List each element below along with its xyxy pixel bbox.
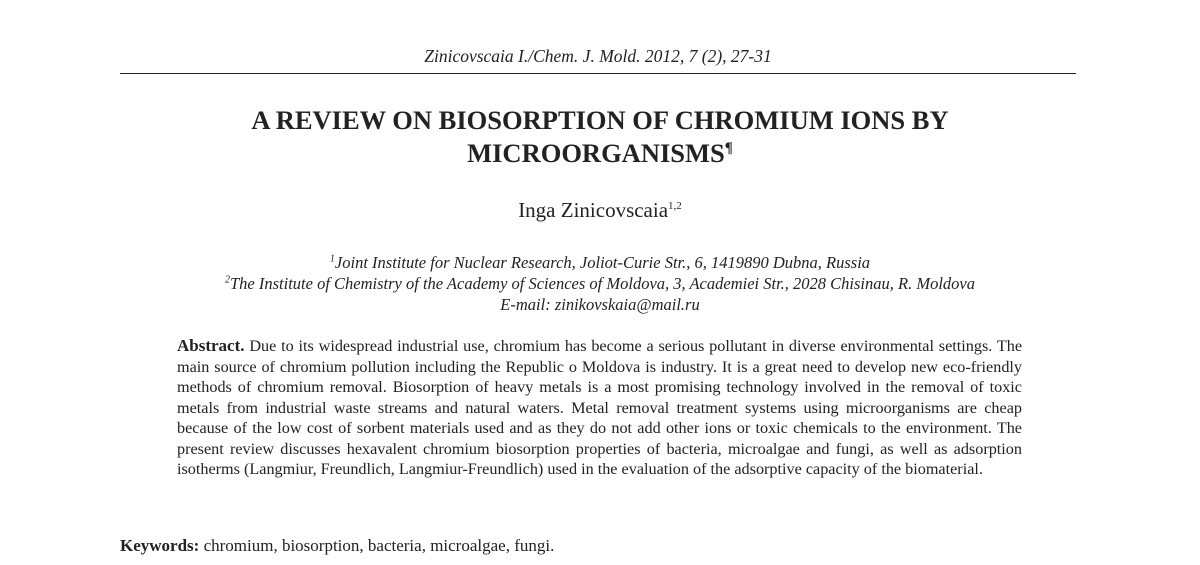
keywords	[120, 536, 1020, 556]
affiliation-2	[120, 273, 1080, 294]
article-title	[150, 104, 1050, 170]
running-head: Zinicovscaia I./Chem. J. Mold. 2012, 7 (2), 27-31	[424, 46, 772, 66]
affiliation-1-text: Joint Institute for Nuclear Research, Joliot-Curie Str., 6, 1419890 Dubna, Russia	[334, 253, 871, 272]
author	[150, 198, 1050, 223]
abstract-label: Abstract.	[177, 336, 245, 355]
author-name: Inga Zinicovscaia	[518, 198, 669, 222]
affiliation-1	[120, 252, 1080, 273]
article-title-text: A REVIEW ON BIOSORPTION OF CHROMIUM IONS BY MICROORGANISMS	[251, 105, 949, 168]
affiliations	[120, 252, 1080, 315]
affiliation-2-sup: 2	[225, 274, 230, 286]
affiliation-2-text: The Institute of Chemistry of the Academy of Sciences of Moldova, 3, Academiei Str., 2028 Chisinau, R. Moldova	[230, 274, 975, 293]
keywords-label: Keywords:	[120, 536, 200, 555]
title-footnote-mark: ¶	[724, 140, 733, 157]
affiliation-1-sup: 1	[329, 253, 335, 265]
abstract-text: Due to its widespread industrial use, chromium has become a serious pollutant in diverse environmental settings. The main source of chromium pollution including the Republic o Moldova is industry. It is a great need to develop new eco-friendly methods of chromium removal. Biosorption of heavy metals is a most promising technology involved in the removal of toxic metals from industrial waste streams and natural waters. Metal removal treatment systems using microorganisms are cheap because of the low cost of sorbent materials used and as they do not add other ions or toxic chemicals to the environment. The present review discusses hexavalent chromium biosorption properties of bacteria, microalgae and fungi, as well as adsorption isotherms (Langmiur, Freundlich, Langmiur-Freundlich) used in the evaluation of the adsorptive capacity of the biomaterial.	[177, 337, 1022, 478]
keywords-text: chromium, biosorption, bacteria, microalgae, fungi.	[203, 536, 555, 555]
header-rule	[120, 73, 1076, 74]
author-affiliation-sup: 1,2	[668, 200, 682, 212]
abstract	[177, 336, 1022, 480]
author-email: E-mail: zinikovskaia@mail.ru	[500, 295, 700, 314]
